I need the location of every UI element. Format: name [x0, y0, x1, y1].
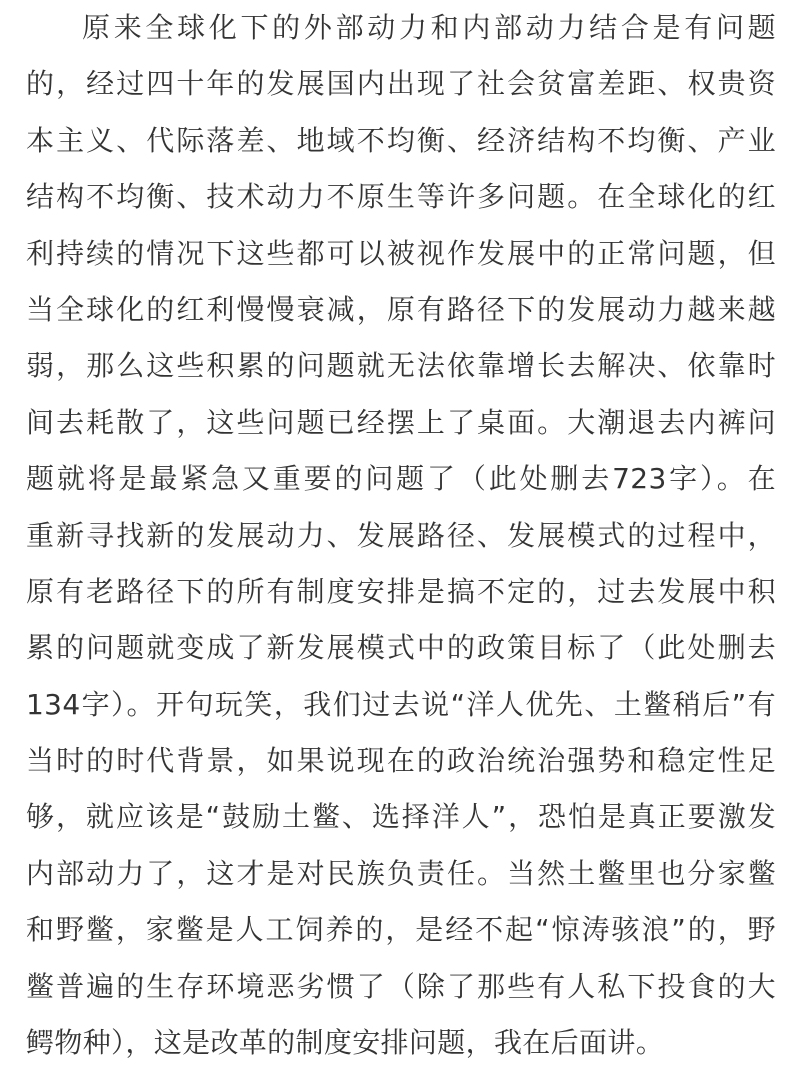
paragraph-line: 鳄物种），这是改革的制度安排问题，我在后面讲。 [26, 1026, 665, 1060]
paragraph-line: 和野鳖，家鳖是人工饲养的，是经不起“惊涛骇浪”的，野 [26, 913, 776, 947]
paragraph-line: 累的问题就变成了新发展模式中的政策目标了（此处删去 [26, 631, 776, 665]
paragraph-line: 弱，那么这些积累的问题就无法依靠增长去解决、依靠时 [26, 349, 776, 383]
paragraph-line: 间去耗散了，这些问题已经摆上了桌面。大潮退去内裤问 [26, 405, 776, 439]
paragraph-line: 重新寻找新的发展动力、发展路径、发展模式的过程中， [26, 518, 776, 552]
paragraph-line: 的，经过四十年的发展国内出现了社会贫富差距、权贵资 [26, 67, 776, 101]
paragraph-line: 当全球化的红利慢慢衰减，原有路径下的发展动力越来越 [26, 292, 776, 326]
paragraph-line: 本主义、代际落差、地域不均衡、经济结构不均衡、产业 [26, 123, 776, 157]
paragraph-line: 利持续的情况下这些都可以被视作发展中的正常问题，但 [26, 236, 776, 270]
paragraph-line: 134字）。开句玩笑，我们过去说“洋人优先、土鳖稍后”有 [26, 687, 776, 721]
paragraph-line: 鳖普遍的生存环境恶劣惯了（除了那些有人私下投食的大 [26, 969, 776, 1003]
paragraph-line: 题就将是最紧急又重要的问题了（此处删去723字）。在 [26, 462, 776, 496]
article-body [26, 0, 776, 1071]
paragraph-line: 当时的时代背景，如果说现在的政治统治强势和稳定性足 [26, 744, 776, 778]
paragraph-line: 内部动力了，这才是对民族负责任。当然土鳖里也分家鳖 [26, 856, 776, 890]
paragraph-line: 原来全球化下的外部动力和内部动力结合是有问题 [82, 11, 776, 44]
paragraph-line: 结构不均衡、技术动力不原生等许多问题。在全球化的红 [26, 180, 776, 214]
paragraph-line: 原有老路径下的所有制度安排是搞不定的，过去发展中积 [26, 574, 776, 608]
paragraph-line: 够，就应该是“鼓励土鳖、选择洋人”，恐怕是真正要激发 [26, 800, 776, 834]
